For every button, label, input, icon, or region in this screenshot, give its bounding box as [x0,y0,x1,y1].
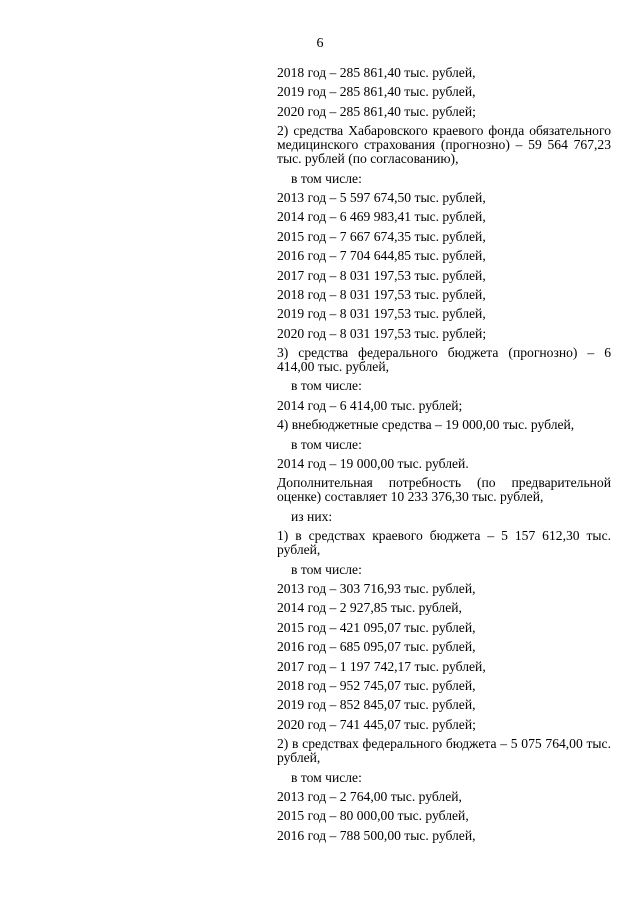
text-line: 2014 год – 2 927,85 тыс. рублей, [277,600,462,616]
text-line: 2015 год – 80 000,00 тыс. рублей, [277,808,469,824]
text-line: в том числе: [291,436,362,452]
paragraph: Дополнительная потребность (по предварительной оценке) составляет 10 233 376,30 тыс. рублей, [277,475,611,505]
paragraph: 2) в средствах федерального бюджета – 5 075 764,00 тыс. рублей, [277,736,611,766]
page-number: 6 [316,36,324,51]
text-line: 2015 год – 421 095,07 тыс. рублей, [277,619,476,635]
text-line: в том числе: [291,769,362,785]
text-line: в том числе: [291,561,362,577]
document-body [277,66,611,848]
text-line: 2019 год – 285 861,40 тыс. рублей, [277,84,476,100]
text-line: 2017 год – 1 197 742,17 тыс. рублей, [277,658,486,674]
text-line: 2013 год – 2 764,00 тыс. рублей, [277,788,462,804]
text-line: 2019 год – 852 845,07 тыс. рублей, [277,697,476,713]
paragraph: 2) средства Хабаровского краевого фонда обязательного медицинского страхования (прогнозно) – 59 564 767,23 тыс. рублей (по согласованию), [277,123,611,167]
text-line: в том числе: [291,170,362,186]
text-line: 2013 год – 303 716,93 тыс. рублей, [277,580,476,596]
text-line: в том числе: [291,378,362,394]
text-line: 2016 год – 788 500,00 тыс. рублей, [277,827,476,843]
text-line: 2016 год – 685 095,07 тыс. рублей, [277,639,476,655]
text-line: 2020 год – 741 445,07 тыс. рублей; [277,716,476,732]
text-line: 2014 год – 6 469 983,41 тыс. рублей, [277,209,486,225]
text-line: 2013 год – 5 597 674,50 тыс. рублей, [277,189,486,205]
text-line: 2015 год – 7 667 674,35 тыс. рублей, [277,228,486,244]
text-line: 2016 год – 7 704 644,85 тыс. рублей, [277,248,486,264]
text-line: 2017 год – 8 031 197,53 тыс. рублей, [277,267,486,283]
text-line: 2020 год – 285 861,40 тыс. рублей; [277,103,476,119]
text-line: 2020 год – 8 031 197,53 тыс. рублей; [277,325,487,341]
text-line: 2014 год – 19 000,00 тыс. рублей. [277,456,469,472]
text-line: 2018 год – 8 031 197,53 тыс. рублей, [277,286,486,302]
text-line: 2018 год – 952 745,07 тыс. рублей, [277,677,476,693]
text-line: 2019 год – 8 031 197,53 тыс. рублей, [277,306,486,322]
paragraph: 1) в средствах краевого бюджета – 5 157 612,30 тыс. рублей, [277,528,611,558]
text-line: 4) внебюджетные средства – 19 000,00 тыс. рублей, [277,417,575,433]
text-line: из них: [291,508,333,524]
text-line: 2014 год – 6 414,00 тыс. рублей; [277,397,463,413]
paragraph: 3) средства федерального бюджета (прогнозно) – 6 414,00 тыс. рублей, [277,345,611,375]
text-line: 2018 год – 285 861,40 тыс. рублей, [277,65,476,80]
